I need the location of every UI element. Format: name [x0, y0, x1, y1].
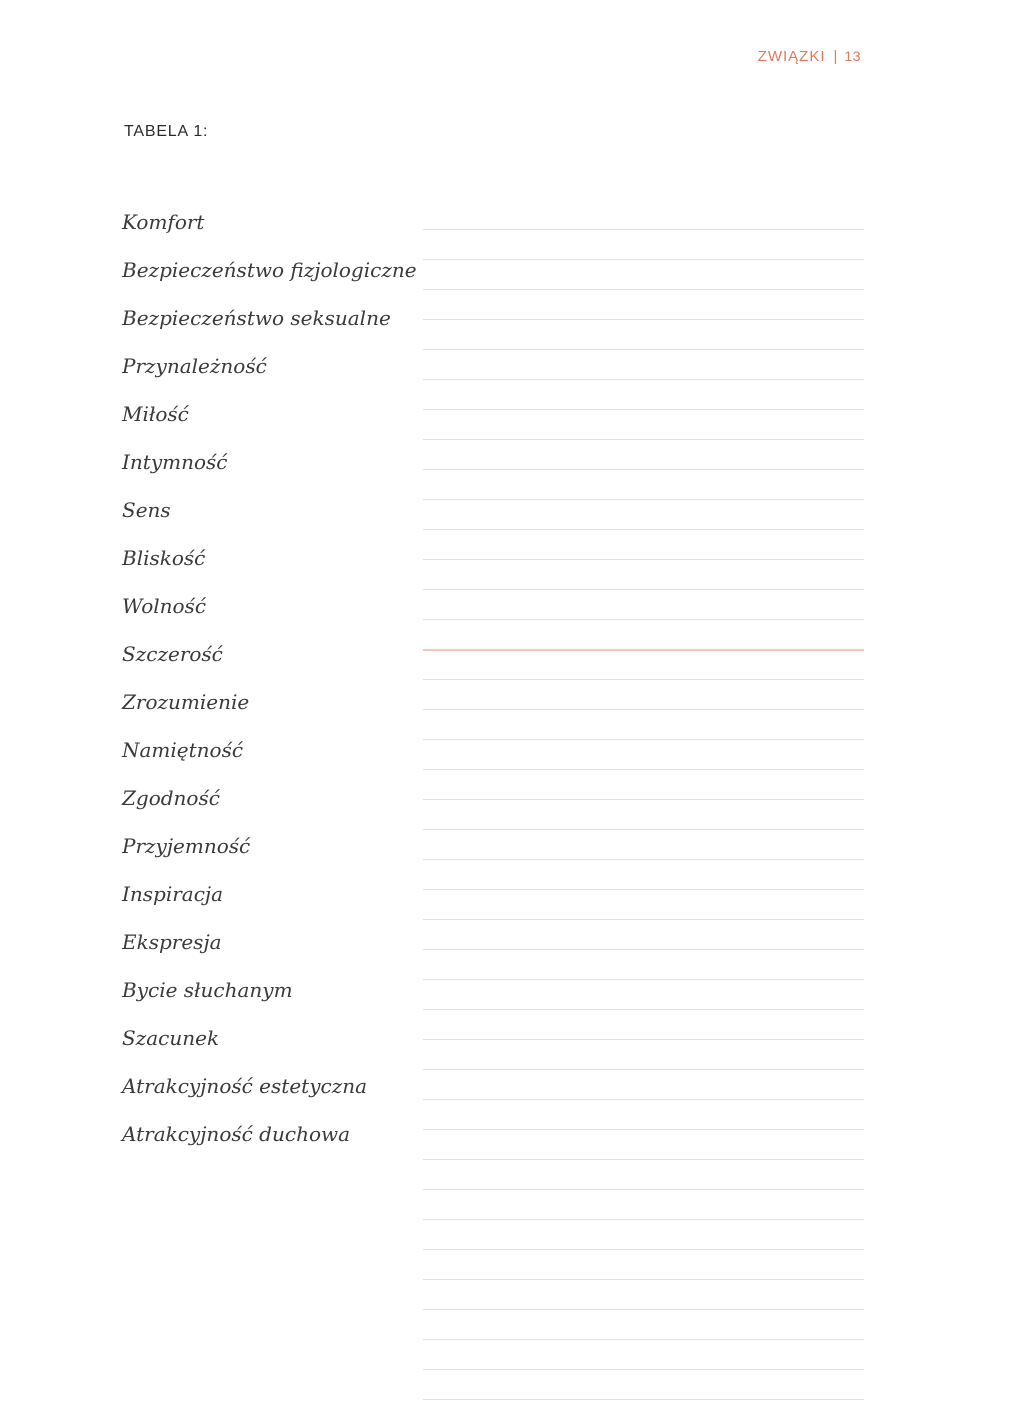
- value-label: Bezpieczeństwo seksualne: [122, 306, 391, 330]
- writing-line: [423, 1009, 864, 1010]
- page-number: 13: [844, 48, 861, 64]
- writing-line: [423, 1189, 864, 1190]
- value-label: Komfort: [122, 210, 205, 234]
- value-label: Atrakcyjność duchowa: [122, 1122, 351, 1146]
- writing-line: [423, 1069, 864, 1070]
- value-label: Sens: [122, 498, 171, 522]
- writing-line: [423, 289, 864, 290]
- value-label: Ekspresja: [122, 930, 222, 954]
- writing-line: [423, 619, 864, 620]
- writing-line: [423, 229, 864, 230]
- writing-line: [423, 859, 864, 860]
- writing-line: [423, 409, 864, 410]
- writing-line: [423, 1099, 864, 1100]
- header-separator: |: [833, 48, 839, 65]
- writing-line: [423, 979, 864, 980]
- value-label: Przynależność: [122, 354, 267, 378]
- writing-line: [423, 589, 864, 590]
- writing-line: [423, 889, 864, 890]
- value-label: Szczerość: [122, 642, 223, 666]
- writing-line: [423, 709, 864, 710]
- writing-line: [423, 799, 864, 800]
- writing-line: [423, 559, 864, 560]
- value-label: Miłość: [122, 402, 189, 426]
- value-label: Inspiracja: [122, 882, 224, 906]
- writing-line: [423, 259, 864, 260]
- writing-line: [423, 379, 864, 380]
- writing-line: [423, 949, 864, 950]
- value-label: Przyjemność: [122, 834, 251, 858]
- value-label: Zgodność: [122, 786, 220, 810]
- value-label-list: [122, 198, 417, 1158]
- writing-line: [423, 349, 864, 350]
- value-label: Bezpieczeństwo fizjologiczne: [122, 258, 417, 282]
- writing-line: [423, 1309, 864, 1310]
- writing-line: [423, 1219, 864, 1220]
- writing-line: [423, 439, 864, 440]
- writing-line: [423, 739, 864, 740]
- value-label: Intymność: [122, 450, 228, 474]
- writing-line: [423, 469, 864, 470]
- value-label: Wolność: [122, 594, 207, 618]
- value-label: Szacunek: [122, 1026, 220, 1050]
- writing-line: [423, 769, 864, 770]
- writing-line: [423, 1129, 864, 1130]
- writing-line: [423, 499, 864, 500]
- writing-line: [423, 1369, 864, 1370]
- value-label: Namiętność: [122, 738, 244, 762]
- section-title: ZWIĄZKI: [757, 48, 826, 65]
- writing-line: [423, 1039, 864, 1040]
- writing-line: [423, 1159, 864, 1160]
- writing-line: [423, 1399, 864, 1400]
- writing-line: [423, 529, 864, 530]
- writing-line: [423, 829, 864, 830]
- value-label: Zrozumienie: [122, 690, 250, 714]
- writing-line: [423, 679, 864, 680]
- writing-line: [423, 319, 864, 320]
- writing-line: [423, 1249, 864, 1250]
- running-head: [758, 48, 861, 65]
- writing-line: [423, 1339, 864, 1340]
- value-label: Bycie słuchanym: [122, 978, 293, 1002]
- value-label: Atrakcyjność estetyczna: [122, 1074, 368, 1098]
- table-label: TABELA 1:: [124, 123, 209, 140]
- writing-line: [423, 919, 864, 920]
- writing-line: [423, 649, 864, 651]
- value-label: Bliskość: [122, 546, 206, 570]
- writing-line: [423, 1279, 864, 1280]
